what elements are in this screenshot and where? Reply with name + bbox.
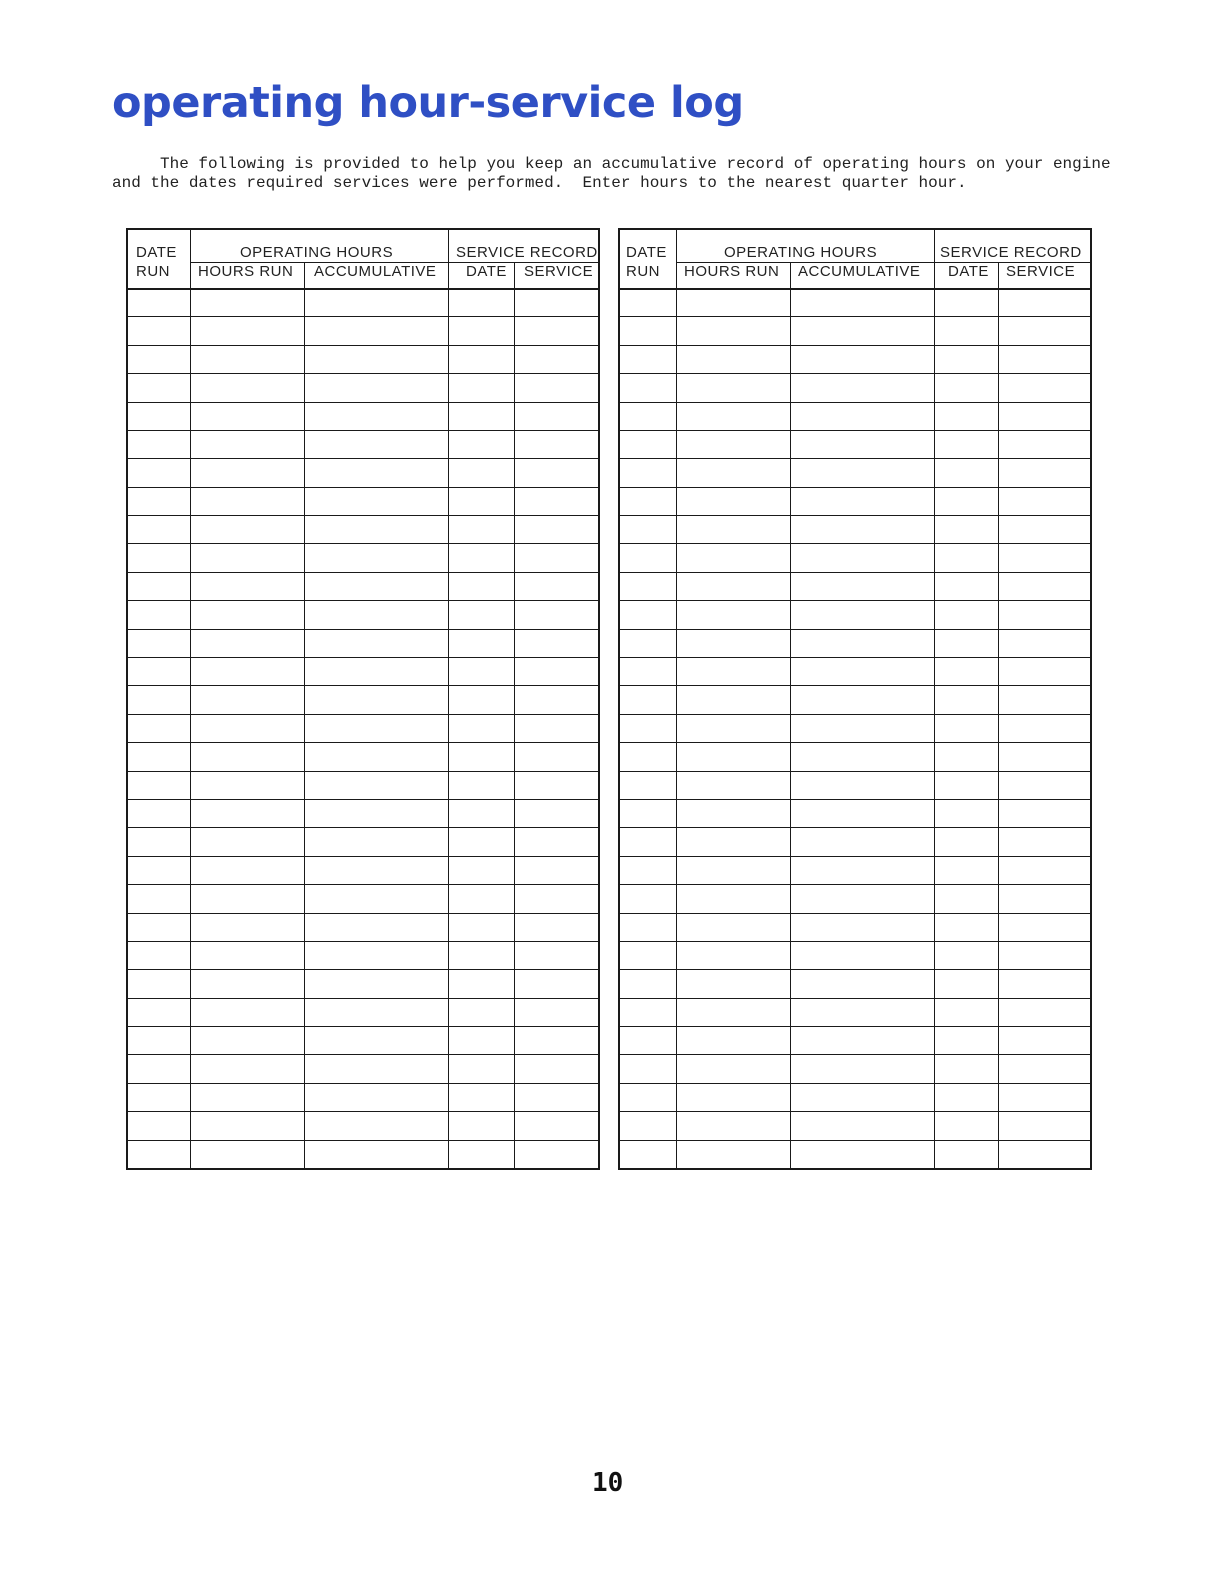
table-row-rule <box>620 1054 1090 1055</box>
table-row-rule <box>620 799 1090 800</box>
column-divider <box>190 230 191 1168</box>
table-row-rule <box>128 913 598 914</box>
table-row-rule <box>128 1083 598 1084</box>
header-accumulative: ACCUMULATIVE <box>314 263 437 280</box>
table-row-rule <box>620 515 1090 516</box>
table-row-rule <box>620 600 1090 601</box>
table-row-rule <box>128 714 598 715</box>
column-divider <box>790 262 791 1168</box>
column-divider <box>676 230 677 1168</box>
table-row-rule <box>620 373 1090 374</box>
column-divider <box>304 262 305 1168</box>
table-row-rule <box>128 1140 598 1141</box>
table-row-rule <box>620 856 1090 857</box>
header-operating-hours: OPERATING HOURS <box>724 244 878 261</box>
table-row-rule <box>620 458 1090 459</box>
table-row-rule <box>128 345 598 346</box>
table-row-rule <box>620 998 1090 999</box>
service-log-table-left <box>126 228 600 1170</box>
table-row-rule <box>128 657 598 658</box>
page-number: 10 <box>592 1468 624 1498</box>
table-row-rule <box>620 941 1090 942</box>
table-row-rule <box>620 543 1090 544</box>
table-row-rule <box>128 458 598 459</box>
header-service-record: SERVICE RECORD <box>940 244 1082 261</box>
table-row-rule <box>128 884 598 885</box>
table-row-rule <box>128 373 598 374</box>
table-row-rule <box>620 430 1090 431</box>
table-row-rule <box>128 316 598 317</box>
column-divider <box>514 262 515 1168</box>
table-row-rule <box>128 629 598 630</box>
table-row-rule <box>128 430 598 431</box>
table-row-rule <box>128 1111 598 1112</box>
header-divider <box>190 262 598 263</box>
header-hours-run: HOURS RUN <box>198 263 294 280</box>
table-row-rule <box>128 543 598 544</box>
table-row-rule <box>620 884 1090 885</box>
header-date: DATE <box>136 244 177 261</box>
header-service-date: DATE <box>466 263 507 280</box>
intro-paragraph <box>112 155 1112 193</box>
table-row-rule <box>128 487 598 488</box>
header-accumulative: ACCUMULATIVE <box>798 263 921 280</box>
table-row-rule <box>128 742 598 743</box>
table-row-rule <box>620 742 1090 743</box>
header-service-date: DATE <box>948 263 989 280</box>
table-row-rule <box>620 572 1090 573</box>
table-row-rule <box>620 685 1090 686</box>
table-row-rule <box>620 1140 1090 1141</box>
header-service: SERVICE <box>524 263 594 280</box>
header-run: RUN <box>136 263 170 280</box>
header-service-record: SERVICE RECORD <box>456 244 598 261</box>
table-row-rule <box>128 771 598 772</box>
table-row-rule <box>128 969 598 970</box>
intro-line-1: The following is provided to help you keep an accumulative record of operating hours on your engine <box>160 155 1111 173</box>
page-title: operating hour-service log <box>112 78 744 128</box>
column-divider <box>934 230 935 1168</box>
column-divider <box>998 262 999 1168</box>
table-row-rule <box>128 799 598 800</box>
table-row-rule <box>128 856 598 857</box>
header-hours-run: HOURS RUN <box>684 263 780 280</box>
header-operating-hours: OPERATING HOURS <box>240 244 394 261</box>
table-row-rule <box>128 998 598 999</box>
column-divider <box>448 230 449 1168</box>
table-row-rule <box>128 941 598 942</box>
intro-line-2: and the dates required services were performed. Enter hours to the nearest quarter hour. <box>112 174 967 192</box>
table-row-rule <box>620 827 1090 828</box>
table-row-rule <box>128 827 598 828</box>
header-date: DATE <box>626 244 667 261</box>
table-row-rule <box>128 1026 598 1027</box>
table-row-rule <box>128 515 598 516</box>
table-row-rule <box>128 402 598 403</box>
table-row-rule <box>620 1083 1090 1084</box>
table-row-rule <box>128 1054 598 1055</box>
header-divider <box>676 262 1090 263</box>
table-row-rule <box>620 345 1090 346</box>
table-row-rule <box>620 487 1090 488</box>
table-row-rule <box>620 316 1090 317</box>
table-row-rule <box>128 685 598 686</box>
table-row-rule <box>620 1026 1090 1027</box>
table-row-rule <box>620 714 1090 715</box>
table-row-rule <box>620 913 1090 914</box>
table-row-rule <box>620 629 1090 630</box>
header-run: RUN <box>626 263 660 280</box>
table-row-rule <box>128 572 598 573</box>
table-row-rule <box>620 657 1090 658</box>
table-row-rule <box>620 969 1090 970</box>
table-row-rule <box>620 1111 1090 1112</box>
header-service: SERVICE <box>1006 263 1076 280</box>
header-bottom-rule <box>128 288 598 290</box>
table-row-rule <box>620 402 1090 403</box>
table-row-rule <box>620 771 1090 772</box>
header-bottom-rule <box>620 288 1090 290</box>
table-row-rule <box>128 600 598 601</box>
service-log-table-right <box>618 228 1092 1170</box>
